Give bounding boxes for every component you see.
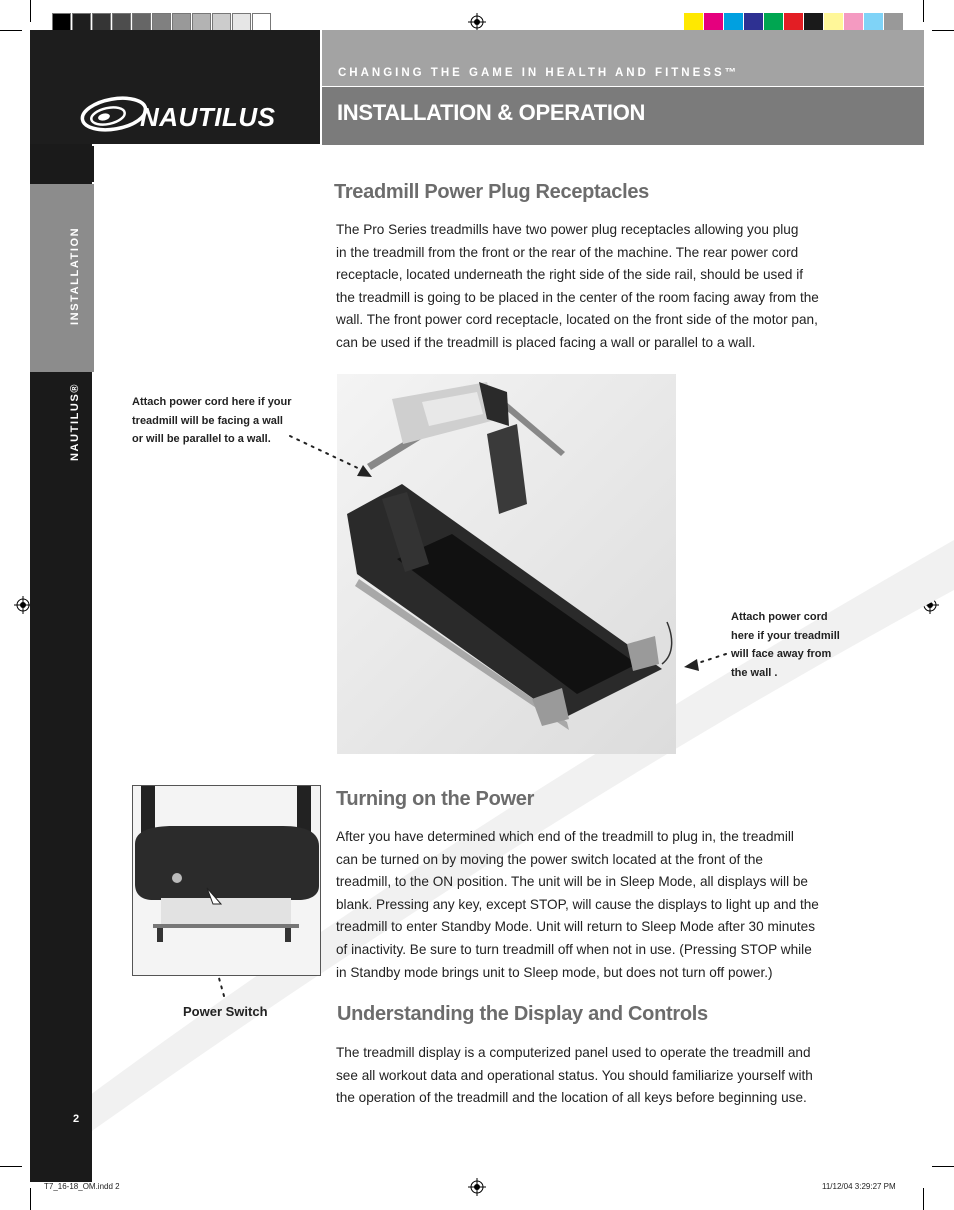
caption-line: treadmill will be facing a wall	[132, 414, 283, 427]
arrow-rear-cord-icon	[684, 654, 726, 671]
text-line: receptacle, located underneath the right side of the side rail, should be used if	[336, 267, 804, 283]
text-line: see all workout data and operational status. You should familiarize yourself with	[336, 1067, 813, 1083]
text-line: the treadmill is going to be placed in the center of the room facing away from the	[336, 289, 819, 305]
text-line: The treadmill display is a computerized panel used to operate the treadmill and	[336, 1045, 811, 1060]
caption-line: or will be parallel to a wall.	[132, 433, 271, 445]
text-line: blank. Pressing any key, except STOP, will cause the displays to light up and the	[336, 896, 819, 912]
text-line: in Standby mode brings unit to Sleep mode, but does not turn off power.)	[336, 964, 773, 980]
arrow-front-cord-icon	[290, 436, 372, 477]
paragraph-display-controls	[336, 1042, 856, 1110]
caption-line: the wall .	[731, 666, 778, 679]
caption-line: here if your treadmill	[731, 629, 840, 642]
treadmill-front-illustration	[133, 786, 320, 975]
section-title: INSTALLATION & OPERATION	[337, 100, 646, 125]
footer-file-name: T7_16-18_OM.indd 2	[44, 1182, 120, 1191]
page-number: 2	[73, 1113, 80, 1125]
paragraph-turning-on-power	[336, 826, 856, 984]
text-line: the operation of the treadmill and the location of all keys before beginning use.	[336, 1090, 807, 1106]
text-line: treadmill to enter Standby Mode. Unit will return to Sleep Mode after 30 minutes	[336, 919, 816, 935]
text-line: of inactivity. Be sure to turn treadmill off when not in use. (Pressing STOP while	[336, 941, 812, 957]
text-line: After you have determined which end of the treadmill to plug in, the treadmill	[336, 829, 794, 844]
text-line: can be used if the treadmill is placed facing a wall or parallel to a wall.	[336, 334, 756, 350]
caption-line: Attach power cord	[731, 611, 828, 623]
text-line: The Pro Series treadmills have two power plug receptacles allowing you plug	[336, 222, 799, 237]
caption-line: will face away from	[731, 648, 832, 660]
text-line: treadmill, to the ON position. The unit will be in Sleep Mode, all displays will be	[336, 874, 808, 890]
caption-line: Attach power cord here if your	[132, 396, 292, 408]
power-switch-photo	[132, 785, 321, 976]
caption-power-switch: Power Switch	[183, 1004, 268, 1019]
text-line: can be turned on by moving the power switch located at the front of the	[336, 851, 763, 867]
heading-display-controls: Understanding the Display and Controls	[337, 1003, 708, 1025]
footer-timestamp: 11/12/04 3:29:27 PM	[822, 1182, 896, 1191]
sidebar-installation-label: INSTALLATION	[69, 226, 81, 325]
text-line: wall. The front power cord receptacle, located on the front side of the motor pan,	[336, 312, 818, 328]
heading-power-plug: Treadmill Power Plug Receptacles	[334, 181, 649, 203]
heading-turning-on-power: Turning on the Power	[336, 788, 535, 810]
tagline: CHANGING THE GAME IN HEALTH AND FITNESS™	[338, 67, 740, 79]
text-line: in the treadmill from the front or the rear of the machine. The rear power cord	[336, 244, 799, 260]
sidebar-nautilus-label: NAUTILUS®	[69, 382, 81, 461]
brand-wordmark: NAUTILUS	[140, 102, 276, 132]
